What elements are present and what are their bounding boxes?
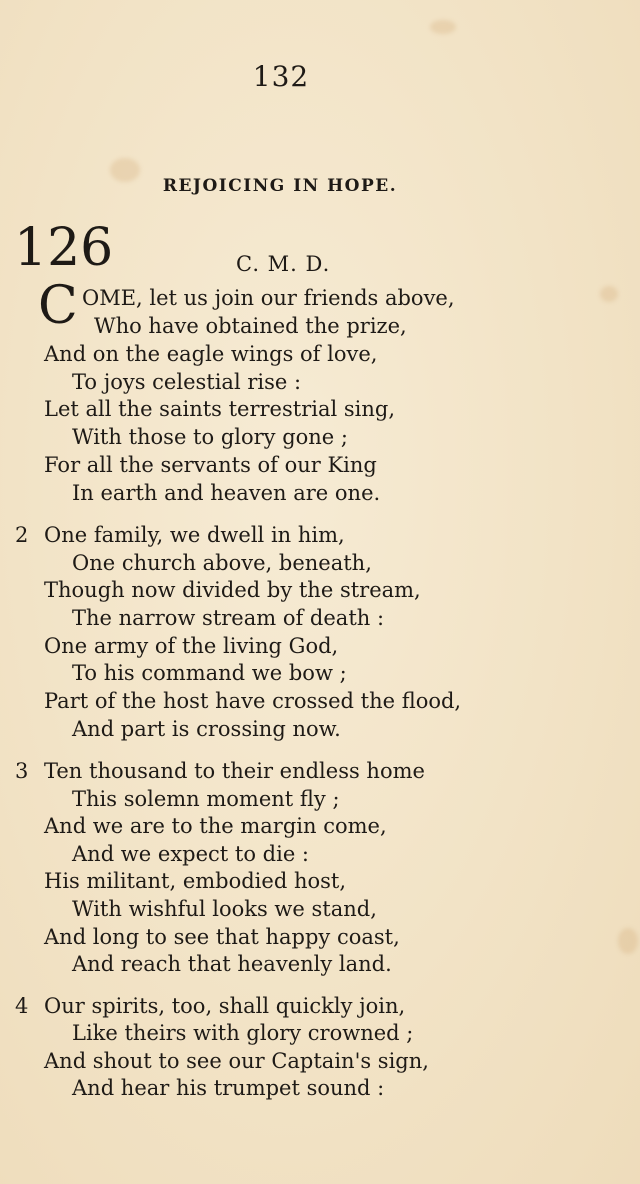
- verse-number: 2: [15, 523, 29, 547]
- verse-3-line-7: And long to see that happy coast,: [44, 925, 400, 949]
- paper-stain: [430, 20, 456, 34]
- verse-2-line-8: And part is crossing now.: [72, 717, 341, 741]
- verse-1-line-2: Who have obtained the prize,: [94, 314, 407, 338]
- verse-2-line-3: Though now divided by the stream,: [44, 578, 421, 602]
- verse-2-line-5: One army of the living God,: [44, 634, 339, 658]
- hymn-meter: C. M. D.: [236, 252, 331, 276]
- verse-3-line-8: And reach that heavenly land.: [72, 952, 392, 976]
- verse-3-line-1: Ten thousand to their endless home: [44, 759, 425, 783]
- page-number: 132: [252, 60, 310, 93]
- verse-1-line-5: Let all the saints terrestrial sing,: [44, 397, 396, 421]
- verse-1-line-6: With those to glory gone ;: [72, 425, 348, 449]
- verse-2-line-2: One church above, beneath,: [72, 551, 372, 575]
- verse-2-line-7: Part of the host have crossed the flood,: [44, 689, 462, 713]
- verse-3-line-4: And we expect to die :: [72, 842, 309, 866]
- verse-3-line-5: His militant, embodied host,: [44, 869, 347, 893]
- verse-1-line-1: OME, let us join our friends above,: [82, 286, 455, 310]
- verse-1-line-7: For all the servants of our King: [44, 453, 377, 477]
- verse-3-line-2: This solemn moment fly ;: [72, 787, 340, 811]
- section-title: REJOICING IN HOPE.: [162, 176, 398, 196]
- paper-stain: [618, 928, 638, 954]
- paper-stain: [600, 286, 618, 302]
- hymn-number: 126: [14, 218, 114, 278]
- verse-3-line-6: With wishful looks we stand,: [72, 897, 377, 921]
- verse-3-line-3: And we are to the margin come,: [44, 814, 387, 838]
- verse-4-line-2: Like theirs with glory crowned ;: [72, 1021, 414, 1045]
- verse-4-line-3: And shout to see our Captain's sign,: [44, 1049, 429, 1073]
- verse-2-line-6: To his command we bow ;: [72, 661, 347, 685]
- verse-1-line-8: In earth and heaven are one.: [72, 481, 381, 505]
- verse-number: 3: [15, 759, 29, 783]
- verse-2-line-1: One family, we dwell in him,: [44, 523, 345, 547]
- verse-2-line-4: The narrow stream of death :: [72, 606, 385, 630]
- drop-cap: C: [38, 276, 78, 336]
- verse-1-line-3: And on the eagle wings of love,: [44, 342, 378, 366]
- verse-1-line-4: To joys celestial rise :: [72, 370, 302, 394]
- verse-4-line-1: Our spirits, too, shall quickly join,: [44, 994, 406, 1018]
- verse-4-line-4: And hear his trumpet sound :: [72, 1076, 385, 1100]
- verse-number: 4: [15, 994, 29, 1018]
